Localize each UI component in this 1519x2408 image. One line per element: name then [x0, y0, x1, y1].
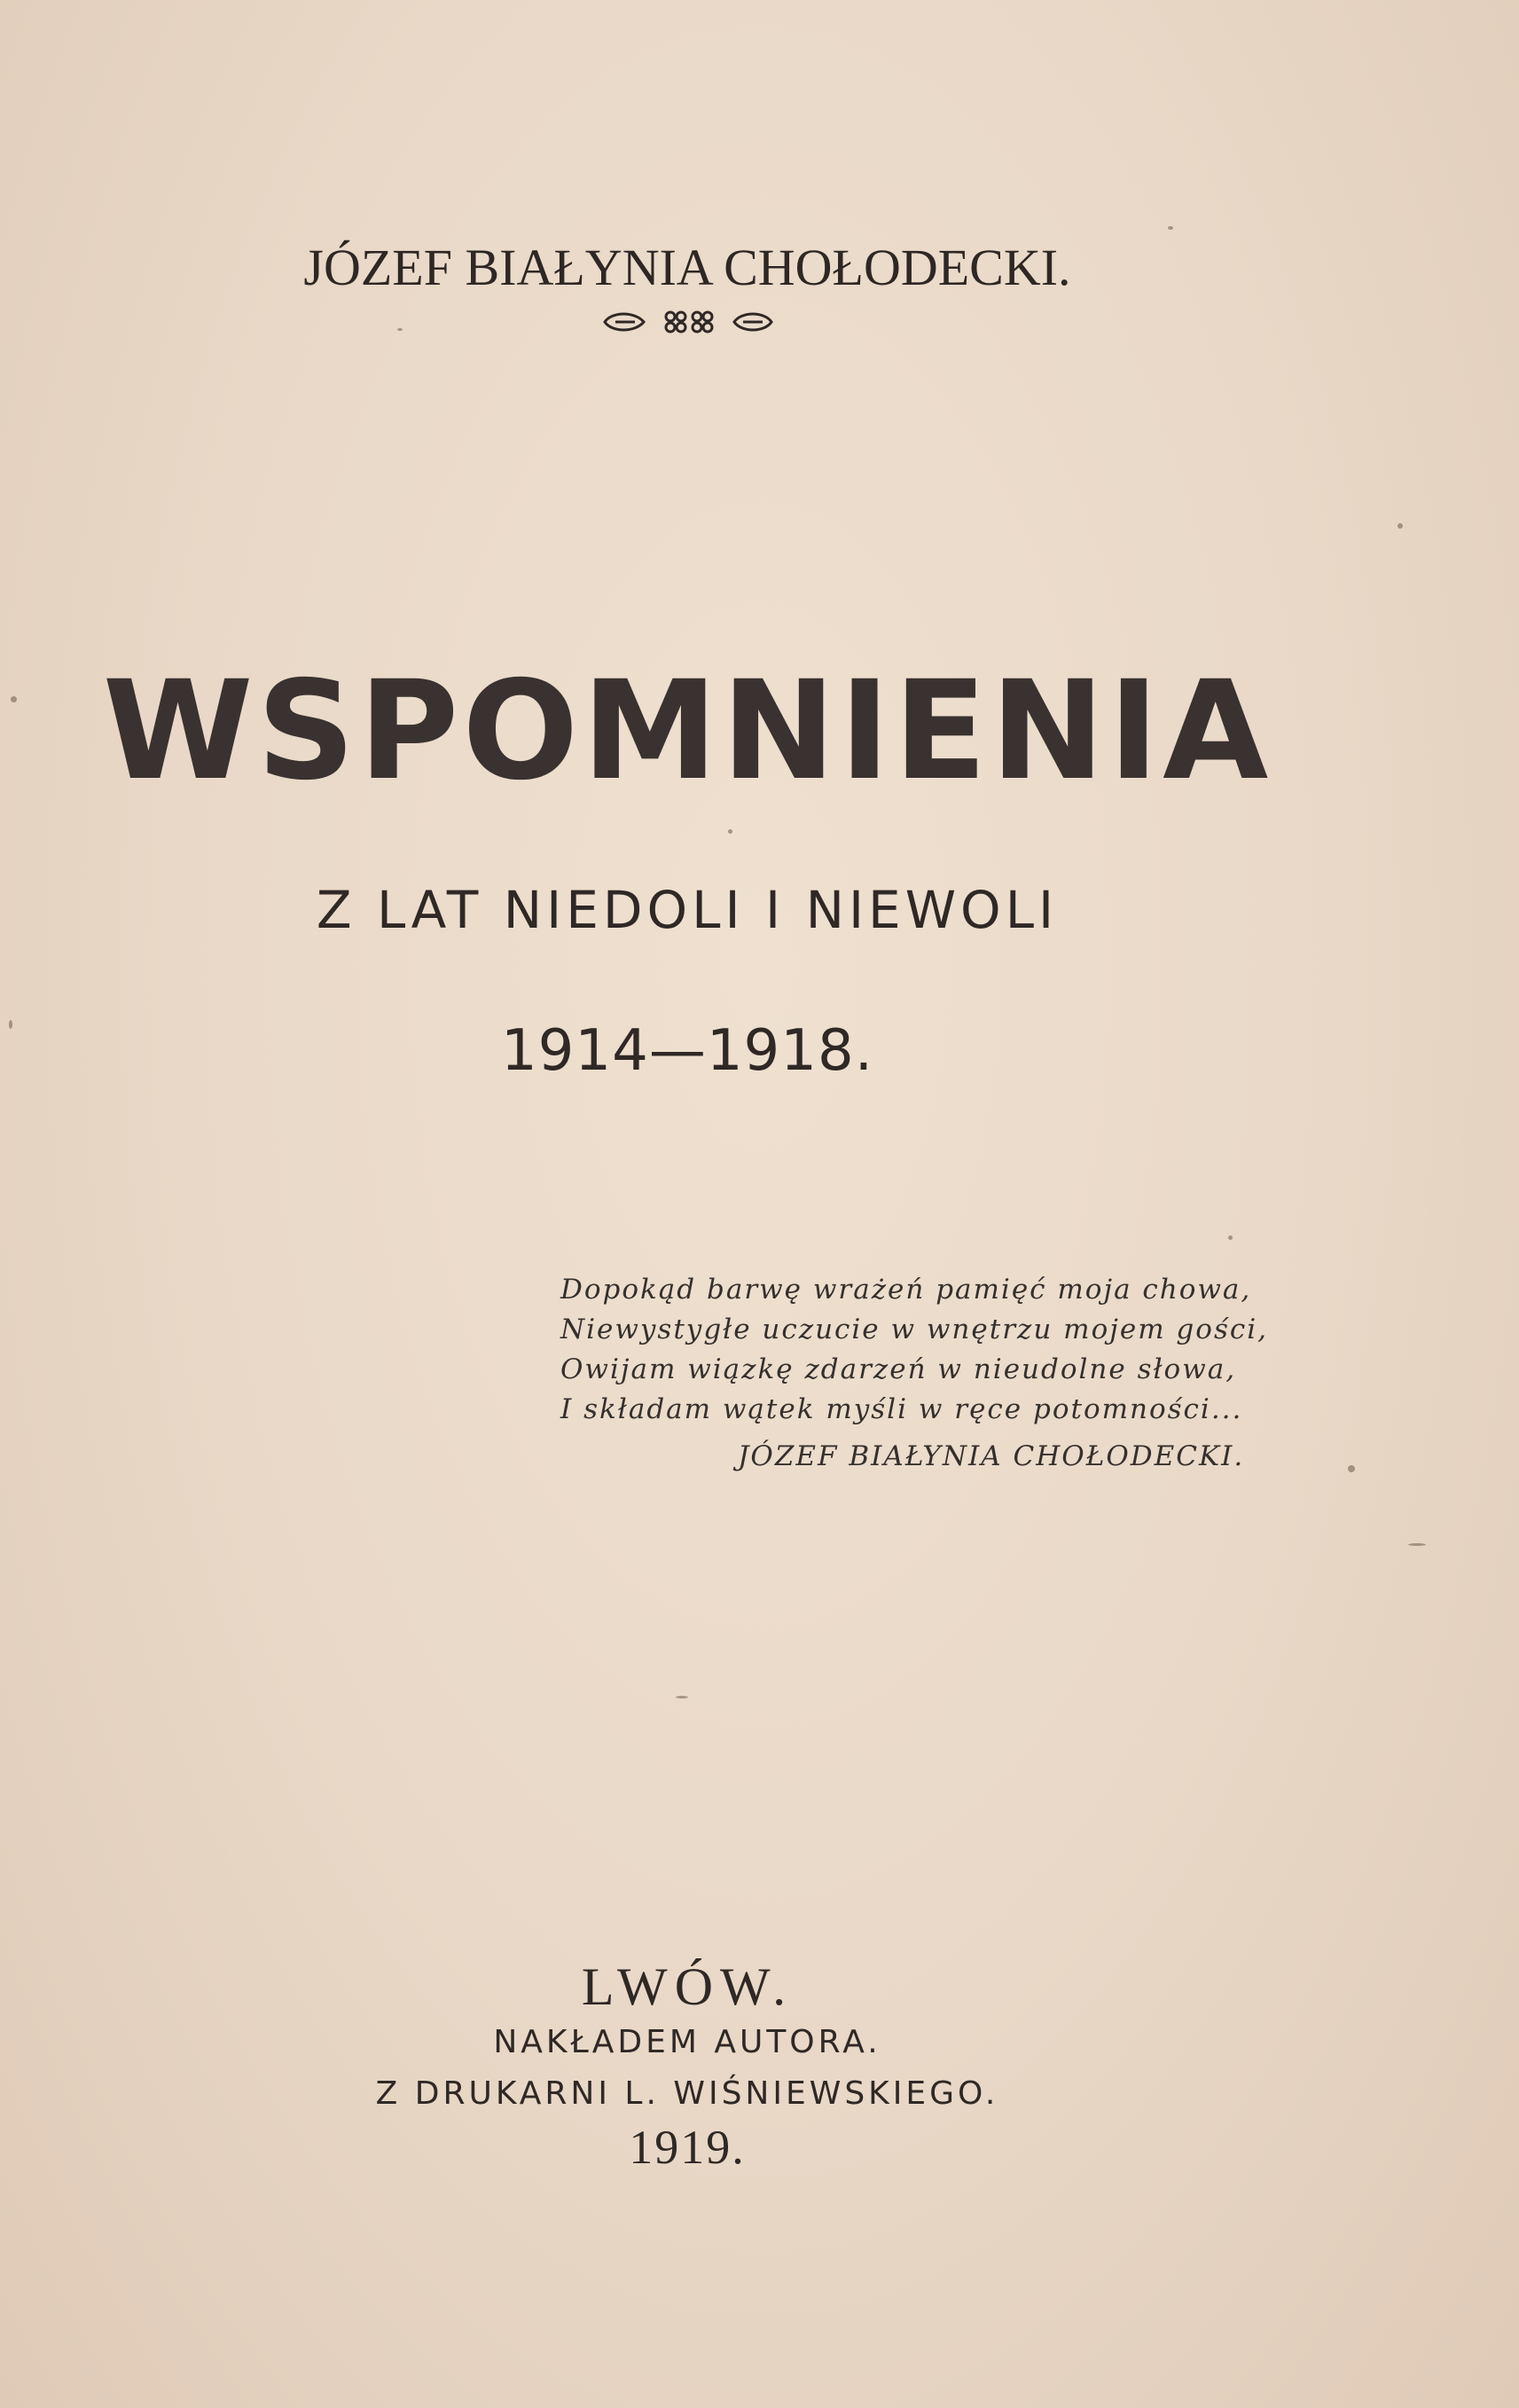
paper-speck — [676, 1696, 688, 1698]
imprint-city: LWÓW. — [581, 1957, 794, 2016]
motto-signature: JÓZEF BIAŁYNIA CHOŁODECKI. — [738, 1440, 1245, 1472]
paper-speck — [1228, 1235, 1233, 1240]
imprint-printer: Z DRUKARNI L. WIŚNIEWSKIEGO. — [375, 2075, 999, 2112]
imprint-year: 1919. — [629, 2121, 746, 2174]
paper-speck — [728, 829, 732, 834]
motto-line: Niewystygłe uczucie w wnętrzu mojem gości, — [560, 1314, 1268, 1345]
motto-line: Dopokąd barwę wrażeń pamięć moja chowa, — [560, 1274, 1252, 1306]
motto-line: Owijam wiązkę zdarzeń w nieudolne słowa, — [560, 1353, 1237, 1385]
motto-line: I składam wątek myśli w ręce potomności... — [560, 1393, 1243, 1425]
paper-speck — [1168, 226, 1173, 230]
paper-speck — [1398, 523, 1403, 529]
book-subtitle: Z LAT NIEDOLI I NIEWOLI — [316, 880, 1059, 940]
paper-speck — [1408, 1543, 1426, 1546]
book-title: WSPOMNIENIA — [102, 652, 1272, 811]
motto-poem — [560, 1270, 1270, 1430]
decorative-ornament-icon — [599, 307, 777, 337]
author-name: JÓZEF BIAŁYNIA CHOŁODECKI. — [303, 239, 1071, 296]
book-years: 1914—1918. — [500, 1018, 874, 1084]
paper-speck — [397, 328, 403, 331]
imprint-publisher: NAKŁADEM AUTORA. — [493, 2024, 881, 2060]
paper-speck — [1348, 1465, 1355, 1472]
